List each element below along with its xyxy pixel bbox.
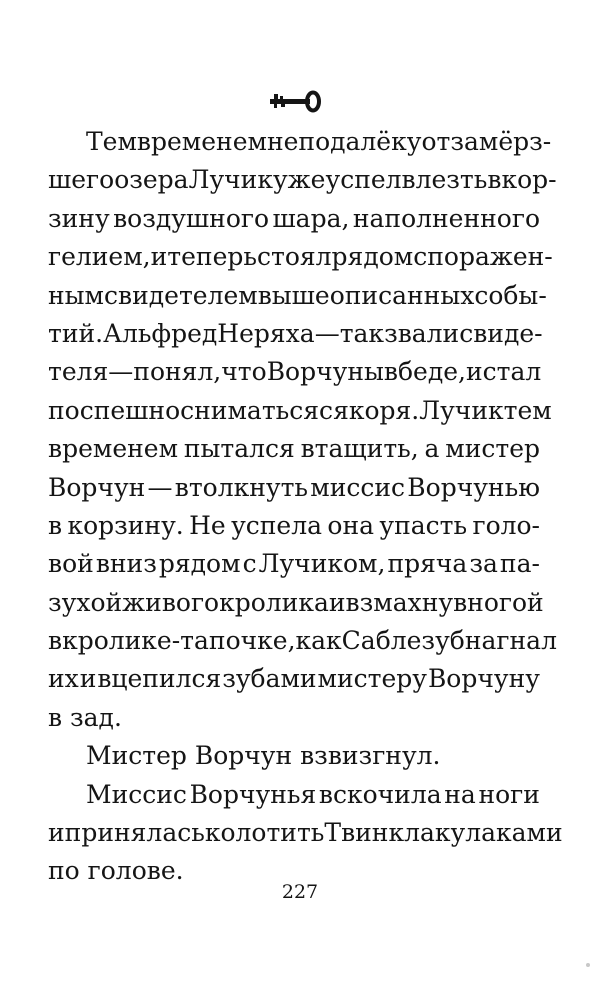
word: стал [482,357,542,387]
word: мистер [445,434,540,464]
word: ногой [467,587,544,617]
word: вскочила [318,779,442,809]
word: рядом [331,242,414,272]
word: с [413,242,428,272]
word: что [221,357,267,387]
word: — [314,318,340,348]
word: Не [189,510,226,540]
word: втащить, [300,434,419,464]
word: Тем [86,127,137,156]
word: пряча [387,549,468,579]
word: неподалёку [266,127,422,156]
text-line-last: по голове. [48,856,184,886]
word: и [328,587,346,617]
word: замёрз- [450,127,552,156]
text-line [48,238,553,276]
word: па- [499,549,540,579]
word: принялась [64,818,205,848]
word: и [150,242,168,272]
word: как [295,626,342,656]
text-line [48,545,540,583]
word: Лучик [419,395,504,425]
word: упасть [379,510,468,540]
word: так [339,318,385,348]
word: шара, [272,203,350,233]
word: живого [122,587,220,617]
page-number: 227 [281,881,319,903]
word: теля [48,357,109,387]
word: стоял [257,242,332,272]
word: тем [503,395,552,425]
word: Ворчуны [266,357,384,387]
word: зину [48,203,110,233]
text-line [48,161,557,199]
text-line [48,776,540,814]
word: собы- [474,280,547,310]
text-line [48,507,540,545]
word: Ворчунья [189,779,317,809]
word: тий. [48,318,104,348]
word: поспешно [48,395,181,425]
word: Миссис [86,779,187,809]
text-line [48,469,540,507]
word: в [48,510,63,540]
word: вой [48,549,94,579]
key-icon-bow [307,93,319,111]
word: мистеру [317,664,427,694]
word: ноги [478,779,540,809]
word: кролика [219,587,329,617]
text-line-last: в зад. [48,702,122,732]
word: миссис [310,472,406,502]
word: и [48,818,65,848]
word: с [242,549,257,579]
key-icon-tooth [274,94,278,99]
key-icon [268,88,324,114]
word: голо- [472,510,540,540]
word: озера [114,165,189,195]
word: на [444,779,476,809]
word: кулаками [434,818,563,848]
text-line [48,315,543,353]
word: Ворчунью [407,472,540,502]
word: с [319,395,334,425]
word: и [465,357,483,387]
word: успел [325,165,402,195]
text-line [48,584,544,622]
word: рядом [158,549,241,579]
text-line [48,277,547,315]
text-line [48,430,540,468]
word: за [469,549,498,579]
word: и [79,664,97,694]
body-text [48,123,563,891]
word: зухой [48,587,123,617]
word: теперь [167,242,257,272]
word: нагнал [464,626,557,656]
word: в [48,626,63,656]
word: втолкнуть [174,472,309,502]
word: поражен- [427,242,553,272]
word: наполненного [352,203,540,233]
word: ным [48,280,105,310]
corner-dot-icon [583,960,593,970]
word: — [108,357,134,387]
text-line [48,660,540,698]
word: временем [136,127,267,156]
text-line [48,200,540,238]
text-line [48,123,552,161]
word: вцепился [97,664,222,694]
word: корзину. [67,510,184,540]
text-line [48,814,563,852]
word: кролике-тапочке, [62,626,296,656]
word: влезть [401,165,488,195]
word: воздушного [113,203,270,233]
word: взмахнув [345,587,468,617]
word: якоря. [333,395,420,425]
word: успела [231,510,323,540]
word: свидетелем [104,280,258,310]
word: уже [272,165,326,195]
word: Ворчуну [427,664,540,694]
word: Ворчун [48,472,146,502]
word: вышеописанных [257,280,475,310]
word: а [424,434,440,464]
word: зубами [222,664,317,694]
word: понял, [133,357,222,387]
key-icon-tooth [274,104,277,108]
word: Лучиком, [258,549,386,579]
word: в [383,357,398,387]
word: колотить [204,818,325,848]
word: звали [384,318,460,348]
word: она [327,510,375,540]
text-line [48,353,540,391]
key-icon-shaft [270,99,310,104]
word: их [48,664,79,694]
word: — [147,472,173,502]
word: Твинкла [324,818,435,848]
word: Альфред [103,318,218,348]
word: гелием, [48,242,151,272]
word: сниматься [180,395,320,425]
word: в [487,165,502,195]
word: беде, [398,357,466,387]
word: Неряха [217,318,315,348]
word: свиде- [459,318,543,348]
word: Лучик [188,165,273,195]
word: вниз [95,549,157,579]
text-line [48,392,552,430]
word: шего [48,165,115,195]
key-icon-tooth [281,104,285,107]
word: Саблезуб [341,626,465,656]
text-line-paragraph: Мистер Ворчун взвизгнул. [86,741,441,771]
word: кор- [501,165,557,195]
word: пытался [183,434,295,464]
word: от [421,127,451,156]
word: временем [48,434,179,464]
text-line [48,622,557,660]
key-icon-tooth [280,96,283,99]
